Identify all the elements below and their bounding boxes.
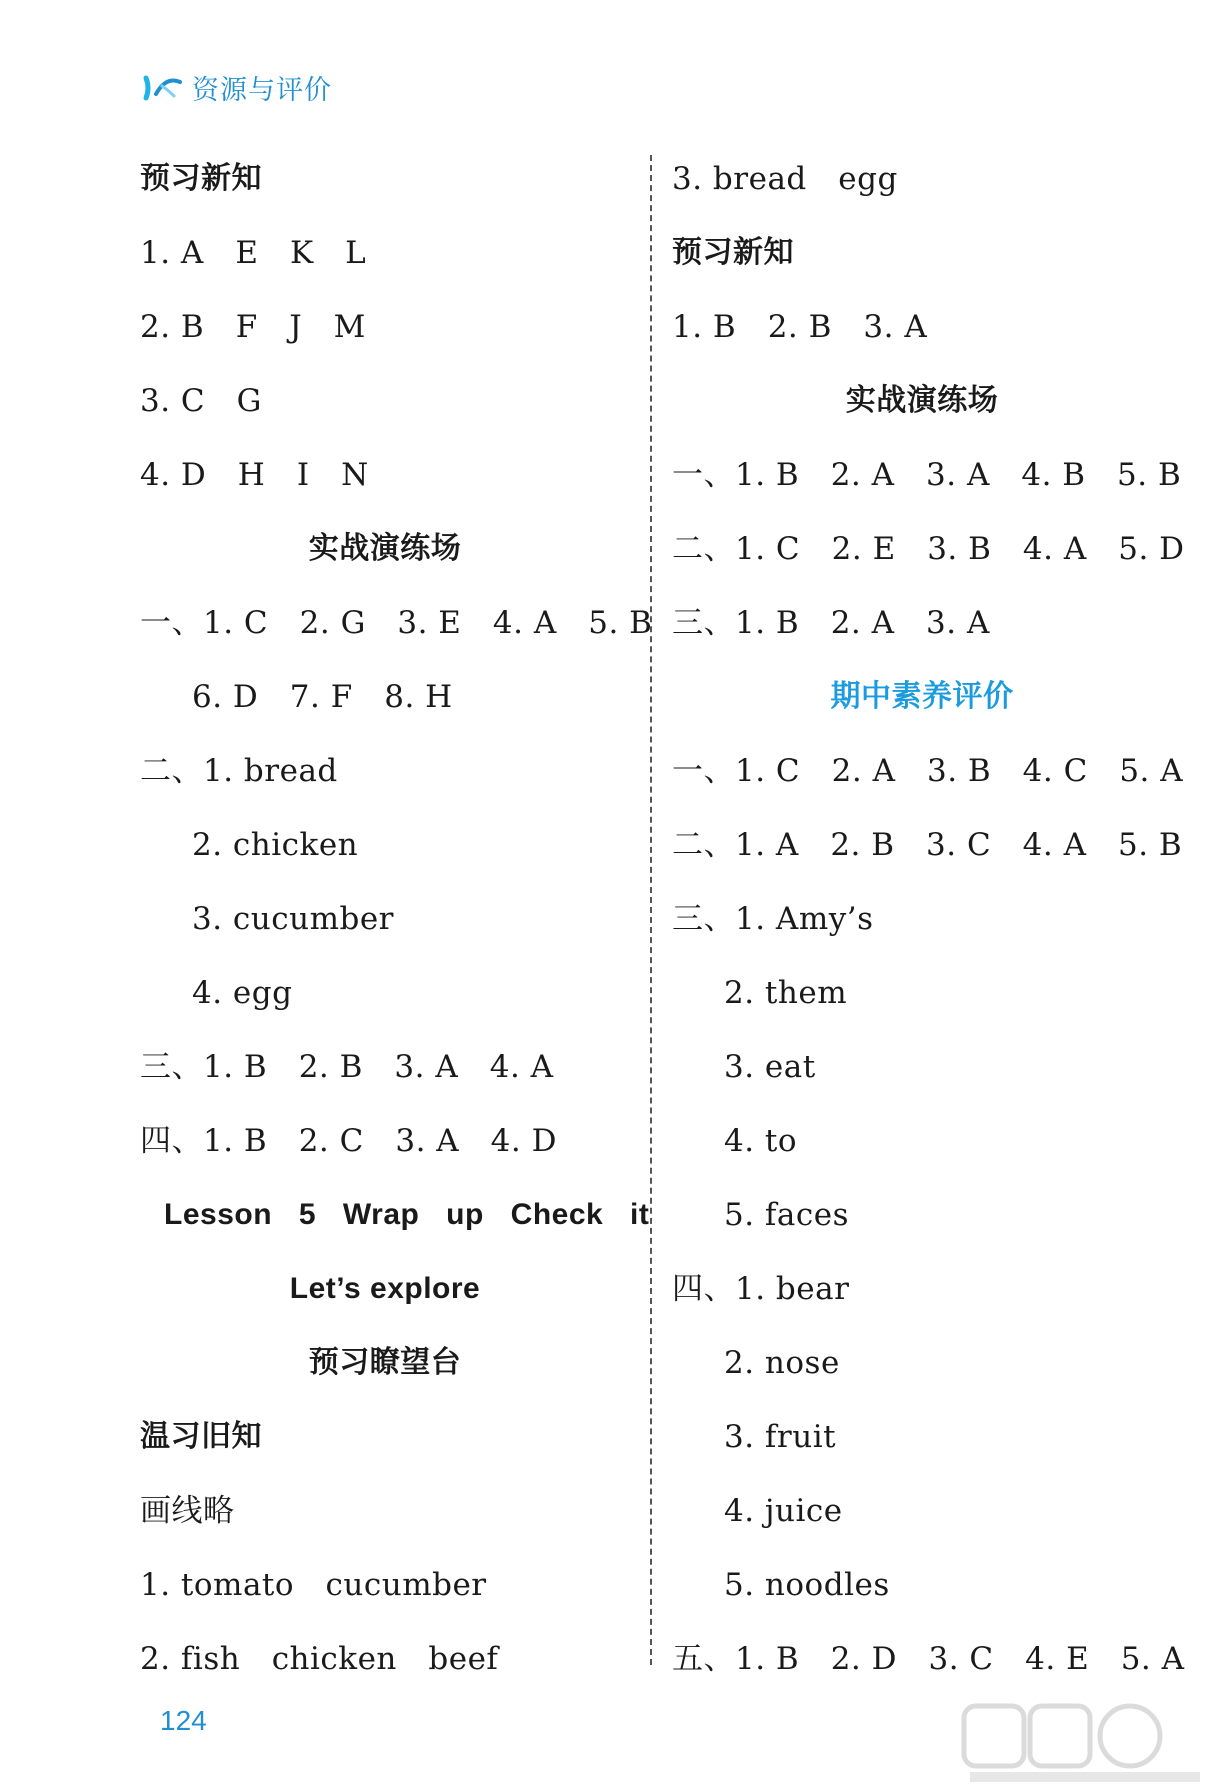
answer-line-right-11: 2. them	[724, 975, 848, 1011]
answer-line-right-15: 四、1. bear	[672, 1271, 850, 1307]
answer-line-right-5: 二、1. C 2. E 3. B 4. A 5. D	[672, 531, 1185, 567]
answer-line-right-18: 4. juice	[724, 1493, 843, 1529]
answer-line-left-4: 4. D H I N	[140, 457, 369, 493]
header-title: 资源与评价	[192, 74, 332, 106]
answer-line-left-9: 2. chicken	[192, 827, 359, 863]
answer-line-left-7: 6. D 7. F 8. H	[192, 679, 453, 715]
page-header	[140, 62, 332, 112]
answer-line-right-17: 3. fruit	[724, 1419, 837, 1455]
answer-line-right-9: 二、1. A 2. B 3. C 4. A 5. B	[672, 827, 1183, 863]
answer-line-left-13: 四、1. B 2. C 3. A 4. D	[140, 1123, 557, 1159]
answer-line-right-4: 一、1. B 2. A 3. A 4. B 5. B	[672, 457, 1182, 493]
answer-line-left-1: 1. A E K L	[140, 235, 367, 271]
right-column	[672, 142, 1185, 1696]
answer-line-right-6: 三、1. B 2. A 3. A	[672, 605, 990, 641]
left-column	[140, 142, 653, 1696]
section-heading-left-15: Let’s explore	[289, 1272, 481, 1305]
answer-line-left-20: 2. fish chicken beef	[140, 1641, 499, 1677]
section-heading-left-14: Lesson 5 Wrap up Check it	[164, 1198, 650, 1231]
answer-line-left-3: 3. C G	[140, 383, 262, 419]
answer-line-left-8: 二、1. bread	[140, 753, 338, 789]
answer-line-left-11: 4. egg	[192, 975, 293, 1011]
section-heading-right-7: 期中素养评价	[830, 679, 1014, 714]
page-number: 124	[160, 1705, 207, 1736]
answer-line-right-16: 2. nose	[724, 1345, 840, 1381]
answer-line-left-6: 一、1. C 2. G 3. E 4. A 5. B	[140, 605, 653, 641]
section-heading-left-16: 预习瞭望台	[308, 1345, 462, 1380]
answer-line-right-8: 一、1. C 2. A 3. B 4. C 5. A	[672, 753, 1184, 789]
answer-line-left-10: 3. cucumber	[192, 901, 394, 937]
answer-line-left-2: 2. B F J M	[140, 309, 366, 345]
answer-line-left-18: 画线略	[140, 1493, 235, 1529]
answer-line-right-2: 1. B 2. B 3. A	[672, 309, 928, 345]
answer-line-right-13: 4. to	[724, 1123, 798, 1159]
answer-line-right-10: 三、1. Amy’s	[672, 901, 874, 937]
watermark-logo	[960, 1700, 1205, 1785]
section-heading-right-1: 预习新知	[672, 235, 794, 270]
section-heading-left-0: 预习新知	[140, 161, 262, 196]
section-heading-left-17: 温习旧知	[140, 1419, 262, 1454]
answer-line-left-12: 三、1. B 2. B 3. A 4. A	[140, 1049, 554, 1085]
answer-line-right-20: 五、1. B 2. D 3. C 4. E 5. A	[672, 1641, 1185, 1677]
answer-line-right-0: 3. bread egg	[672, 161, 898, 197]
section-heading-right-3: 实战演练场	[845, 383, 999, 418]
answer-line-left-19: 1. tomato cucumber	[140, 1567, 487, 1603]
answer-line-right-14: 5. faces	[724, 1197, 850, 1233]
section-heading-left-5: 实战演练场	[308, 531, 462, 566]
leaf-logo-icon	[140, 70, 184, 104]
answer-line-right-12: 3. eat	[724, 1049, 816, 1085]
column-divider	[650, 155, 652, 1665]
answer-line-right-19: 5. noodles	[724, 1567, 890, 1603]
